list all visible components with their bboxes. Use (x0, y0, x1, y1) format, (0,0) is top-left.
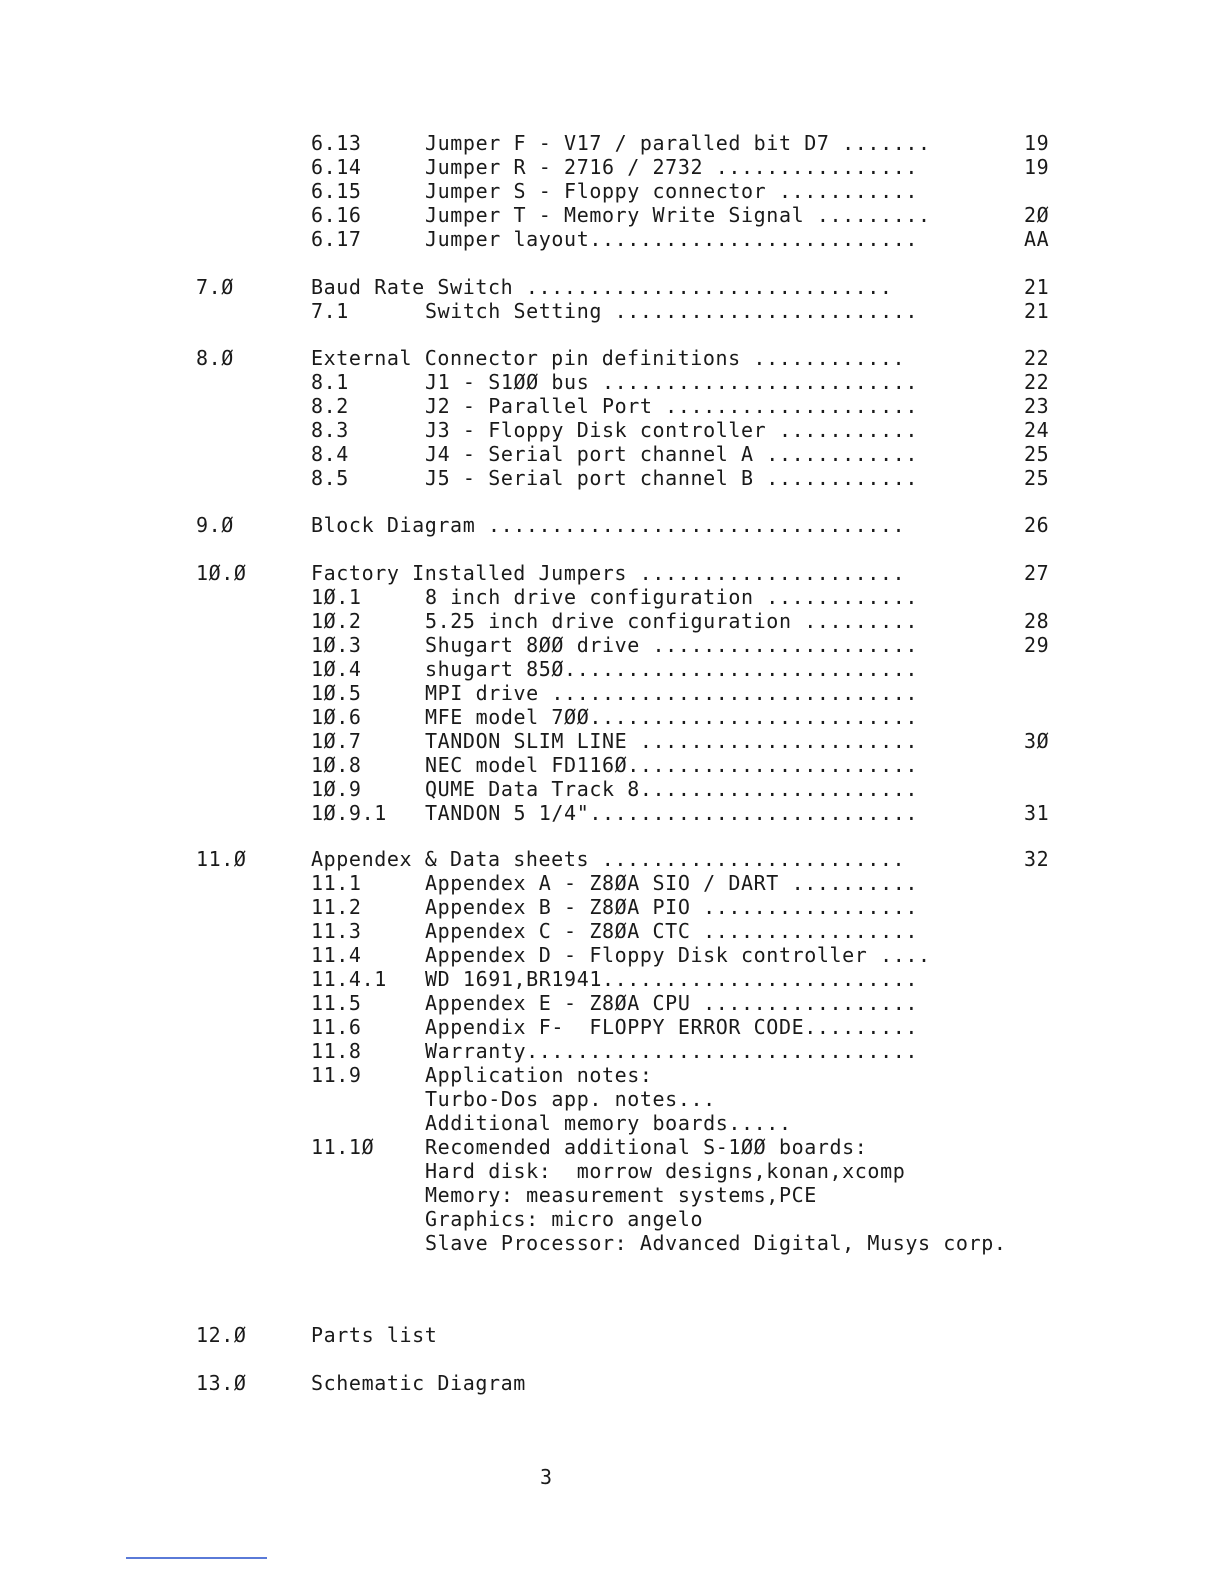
toc-entry (0, 681, 1224, 705)
section-number: 13.Ø (196, 1371, 247, 1395)
entry-title: J1 - S1ØØ bus ......................... (425, 370, 918, 394)
subsection-number: 7.1 (311, 299, 349, 323)
section-number: 1Ø.Ø (196, 561, 247, 585)
toc-entry (0, 895, 1224, 919)
entry-title: J3 - Floppy Disk controller ........... (425, 418, 918, 442)
subsection-number: 8.4 (311, 442, 349, 466)
toc-entry (0, 991, 1224, 1015)
section-number: 7.Ø (196, 275, 234, 299)
entry-title: J5 - Serial port channel B ............ (425, 466, 918, 490)
toc-entry (0, 227, 1224, 251)
toc-entry (0, 847, 1224, 871)
entry-title: NEC model FD116Ø....................... (425, 753, 918, 777)
toc-entry (0, 370, 1224, 394)
subsection-number: 8.2 (311, 394, 349, 418)
entry-page: 26 (1024, 513, 1050, 537)
toc-entry (0, 1063, 1224, 1087)
entry-title: Jumper R - 2716 / 2732 ................ (425, 155, 918, 179)
entry-title: MFE model 7ØØ.......................... (425, 705, 918, 729)
entry-title: Memory: measurement systems,PCE (425, 1183, 817, 1207)
entry-title: Turbo-Dos app. notes... (425, 1087, 716, 1111)
subsection-number: 11.4 (311, 943, 362, 967)
entry-page: 28 (1024, 609, 1050, 633)
entry-title: Jumper S - Floppy connector ........... (425, 179, 918, 203)
toc-entry (0, 1371, 1224, 1395)
toc-entry (0, 943, 1224, 967)
subsection-number: 6.14 (311, 155, 362, 179)
subsection-number: 11.1Ø (311, 1135, 375, 1159)
entry-title: Recomended additional S-1ØØ boards: (425, 1135, 868, 1159)
subsection-number: 1Ø.9.1 (311, 801, 387, 825)
subsection-number: 6.15 (311, 179, 362, 203)
entry-title: Appendex E - Z8ØA CPU ................. (425, 991, 918, 1015)
entry-title: Switch Setting ........................ (425, 299, 918, 323)
entry-title: J4 - Serial port channel A ............ (425, 442, 918, 466)
toc-entry (0, 561, 1224, 585)
entry-page: 32 (1024, 847, 1050, 871)
subsection-number: 1Ø.3 (311, 633, 362, 657)
entry-page: 3Ø (1024, 729, 1050, 753)
entry-title: J2 - Parallel Port .................... (425, 394, 918, 418)
entry-page: 24 (1024, 418, 1050, 442)
subsection-number: 8.5 (311, 466, 349, 490)
page-number: 3 (540, 1465, 553, 1489)
entry-title: Appendex C - Z8ØA CTC ................. (425, 919, 918, 943)
subsection-number: Schematic Diagram (311, 1371, 526, 1395)
subsection-number: 1Ø.4 (311, 657, 362, 681)
section-number: 9.Ø (196, 513, 234, 537)
entry-title: QUME Data Track 8...................... (425, 777, 918, 801)
entry-page: AA (1024, 227, 1050, 251)
subsection-number: 11.1 (311, 871, 362, 895)
toc-entry (0, 967, 1224, 991)
entry-title: Shugart 8ØØ drive ..................... (425, 633, 918, 657)
toc-entry (0, 1135, 1224, 1159)
entry-title: MPI drive ............................. (425, 681, 918, 705)
toc-entry (0, 346, 1224, 370)
toc-entry (0, 705, 1224, 729)
toc-entry (0, 801, 1224, 825)
subsection-number: 1Ø.5 (311, 681, 362, 705)
toc-entry (0, 466, 1224, 490)
subsection-number: 6.16 (311, 203, 362, 227)
entry-title: Slave Processor: Advanced Digital, Musys corp. (425, 1231, 1007, 1255)
subsection-number: 6.17 (311, 227, 362, 251)
toc-entry (0, 657, 1224, 681)
subsection-number: Block Diagram ................................. (311, 513, 906, 537)
entry-title: Appendex A - Z8ØA SIO / DART .......... (425, 871, 918, 895)
toc-entry (0, 299, 1224, 323)
toc-entry (0, 1015, 1224, 1039)
toc-entry (0, 1323, 1224, 1347)
section-number: 12.Ø (196, 1323, 247, 1347)
entry-title: 5.25 inch drive configuration ......... (425, 609, 918, 633)
bottom-link-underline (126, 1557, 267, 1559)
entry-title: Jumper F - V17 / paralled bit D7 ....... (425, 131, 931, 155)
entry-page: 29 (1024, 633, 1050, 657)
toc-entry (0, 919, 1224, 943)
entry-page: 21 (1024, 299, 1050, 323)
toc-entry (0, 753, 1224, 777)
toc-entry (0, 513, 1224, 537)
subsection-number: Factory Installed Jumpers ..................... (311, 561, 906, 585)
toc-entry (0, 1087, 1224, 1111)
toc-entry (0, 1159, 1224, 1183)
entry-page: 2Ø (1024, 203, 1050, 227)
toc-entry (0, 585, 1224, 609)
entry-page: 22 (1024, 346, 1050, 370)
toc-entry (0, 633, 1224, 657)
entry-title: shugart 85Ø............................ (425, 657, 918, 681)
toc-entry (0, 871, 1224, 895)
toc-entry (0, 1183, 1224, 1207)
subsection-number: 11.3 (311, 919, 362, 943)
toc-entry (0, 179, 1224, 203)
toc-entry (0, 394, 1224, 418)
entry-page: 22 (1024, 370, 1050, 394)
subsection-number: 8.3 (311, 418, 349, 442)
subsection-number: Baud Rate Switch ............................. (311, 275, 893, 299)
subsection-number: Parts list (311, 1323, 438, 1347)
subsection-number: 8.1 (311, 370, 349, 394)
subsection-number: 11.8 (311, 1039, 362, 1063)
subsection-number: 1Ø.1 (311, 585, 362, 609)
subsection-number: 1Ø.8 (311, 753, 362, 777)
section-number: 11.Ø (196, 847, 247, 871)
toc-entry (0, 1207, 1224, 1231)
subsection-number: 11.4.1 (311, 967, 387, 991)
section-number: 8.Ø (196, 346, 234, 370)
toc-entry (0, 729, 1224, 753)
toc-entry (0, 442, 1224, 466)
entry-title: Application notes: (425, 1063, 653, 1087)
toc-entry (0, 203, 1224, 227)
subsection-number: 11.2 (311, 895, 362, 919)
toc-entry (0, 777, 1224, 801)
toc-entry (0, 1231, 1224, 1255)
entry-title: Jumper T - Memory Write Signal ......... (425, 203, 931, 227)
entry-page: 23 (1024, 394, 1050, 418)
entry-title: Graphics: micro angelo (425, 1207, 704, 1231)
subsection-number: Appendex & Data sheets ........................ (311, 847, 906, 871)
entry-title: Appendix F- FLOPPY ERROR CODE......... (425, 1015, 918, 1039)
entry-title: TANDON SLIM LINE ...................... (425, 729, 918, 753)
subsection-number: 11.9 (311, 1063, 362, 1087)
entry-title: Hard disk: morrow designs,konan,xcomp (425, 1159, 906, 1183)
entry-page: 25 (1024, 466, 1050, 490)
toc-entry (0, 609, 1224, 633)
toc-entry (0, 418, 1224, 442)
subsection-number: 6.13 (311, 131, 362, 155)
entry-title: Appendex D - Floppy Disk controller .... (425, 943, 931, 967)
toc-entry (0, 1039, 1224, 1063)
entry-title: WD 1691,BR1941......................... (425, 967, 918, 991)
toc-entry (0, 131, 1224, 155)
entry-page: 27 (1024, 561, 1050, 585)
entry-page: 19 (1024, 131, 1050, 155)
entry-title: 8 inch drive configuration ............ (425, 585, 918, 609)
entry-page: 31 (1024, 801, 1050, 825)
subsection-number: 11.5 (311, 991, 362, 1015)
entry-page: 21 (1024, 275, 1050, 299)
subsection-number: 1Ø.2 (311, 609, 362, 633)
entry-title: Jumper layout.......................... (425, 227, 918, 251)
entry-title: TANDON 5 1/4".......................... (425, 801, 918, 825)
entry-title: Warranty............................... (425, 1039, 918, 1063)
subsection-number: 1Ø.9 (311, 777, 362, 801)
toc-entry (0, 1111, 1224, 1135)
toc-entry (0, 155, 1224, 179)
subsection-number: 1Ø.7 (311, 729, 362, 753)
entry-title: Appendex B - Z8ØA PIO ................. (425, 895, 918, 919)
subsection-number: External Connector pin definitions ............ (311, 346, 906, 370)
entry-page: 19 (1024, 155, 1050, 179)
entry-page: 25 (1024, 442, 1050, 466)
toc-entry (0, 275, 1224, 299)
subsection-number: 1Ø.6 (311, 705, 362, 729)
subsection-number: 11.6 (311, 1015, 362, 1039)
entry-title: Additional memory boards..... (425, 1111, 792, 1135)
